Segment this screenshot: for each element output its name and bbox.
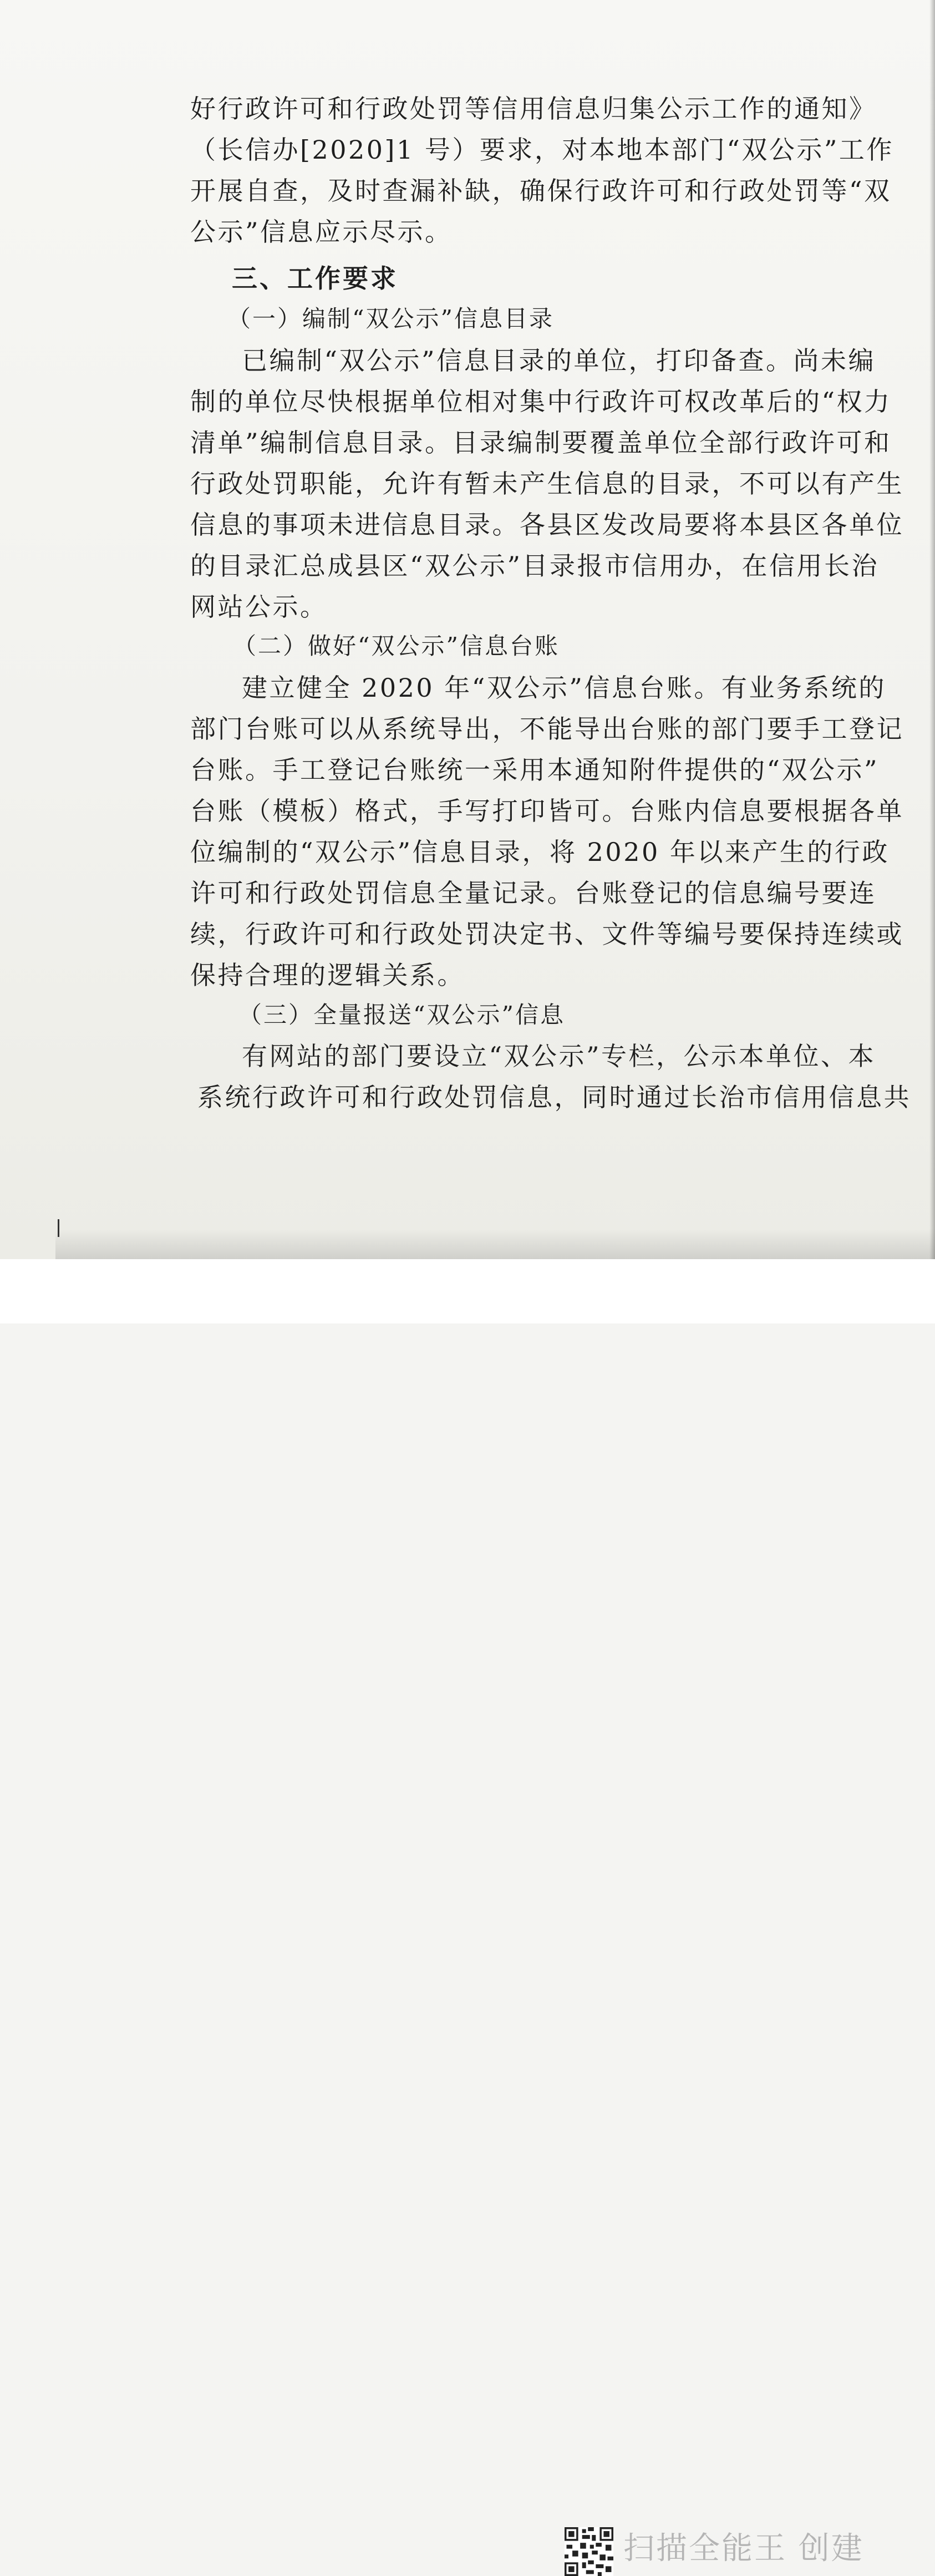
scanner-footer [0,1259,935,2567]
paragraph-line: 部门台账可以从系统导出，不能导出台账的部门要手工登记 [190,714,904,744]
paragraph-line: 台账。手工登记台账统一采用本通知附件提供的“双公示” [190,755,880,785]
paragraph-line: 制的单位尽快根据单位相对集中行政许可权改革后的“权力 [190,387,892,417]
paragraph-line: 续，行政许可和行政处罚决定书、文件等编号要保持连续或 [190,919,904,949]
subsection-heading: （一）编制“双公示”信息目录 [227,305,554,332]
paragraph-line: 建立健全 2020 年“双公示”信息台账。有业务系统的 [242,673,886,703]
paragraph-line: 信息的事项未进信息目录。各县区发改局要将本县区各单位 [190,510,904,540]
watermark-text: 扫描全能王 创建 [623,2531,864,2567]
paragraph-line: 开展自查，及时查漏补缺，确保行政许可和行政处罚等“双 [190,176,892,206]
paragraph-line: 台账（模板）格式，手写打印皆可。台账内信息要根据各单 [190,796,904,826]
qr-code-icon [565,2527,613,2576]
paragraph-line: 系统行政许可和行政处罚信息，同时通过长治市信用信息共 [197,1082,911,1112]
paragraph-line: 行政处罚职能，允许有暂未产生信息的目录，不可以有产生 [190,469,904,499]
section-heading: 三、工作要求 [232,263,398,293]
paragraph-line: 的目录汇总成县区“双公示”目录报市信用办，在信用长治 [190,551,880,581]
page-edge-shadow [929,0,935,1259]
paragraph-line: 网站公示。 [190,592,328,622]
subsection-heading: （二）做好“双公示”信息台账 [233,632,560,660]
paragraph-line: （长信办[2020]1 号）要求，对本地本部门“双公示”工作 [190,135,894,165]
paragraph-line: 位编制的“双公示”信息目录，将 2020 年以来产生的行政 [190,837,890,867]
subsection-heading: （三）全量报送“双公示”信息 [238,1001,565,1028]
paragraph-line: 公示”信息应示尽示。 [190,217,453,247]
paragraph-line: 有网站的部门要设立“双公示”专栏，公示本单位、本 [242,1041,876,1071]
paragraph-line: 清单”编制信息目录。目录编制要覆盖单位全部行政许可和 [190,428,892,458]
scan-mark [58,1219,59,1237]
page-bottom-shadow [55,1229,935,1259]
paragraph-line: 保持合理的逻辑关系。 [190,960,465,990]
paragraph-line: 许可和行政处罚信息全量记录。台账登记的信息编号要连 [190,878,877,908]
scanned-page [0,0,935,1259]
paragraph-line: 好行政许可和行政处罚等信用信息归集公示工作的通知》 [190,94,877,124]
paragraph-line: 已编制“双公示”信息目录的单位，打印备查。尚未编 [242,346,876,376]
